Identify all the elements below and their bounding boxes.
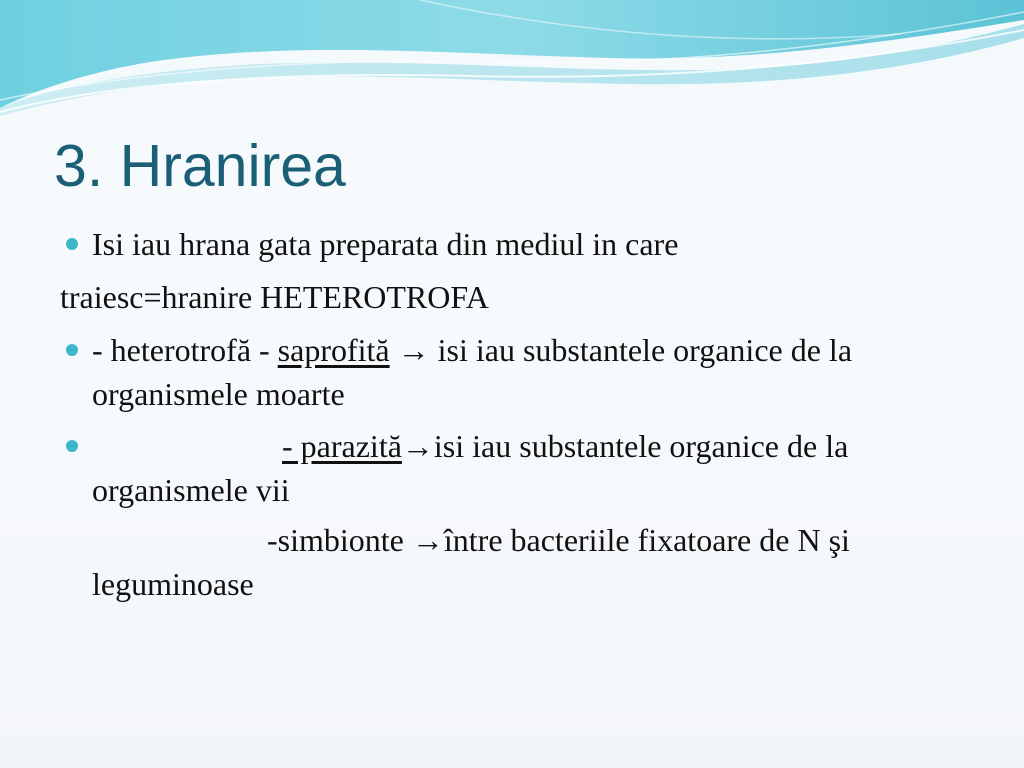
term-saprofita: saprofită [277,332,390,368]
bullet-icon [66,238,78,250]
slide-title: 3. Hranirea [54,133,346,199]
bullet-icon [66,440,78,452]
wave-band-main [0,0,1024,108]
paragraph-suffix: →isi iau substantele organice de la organismele vii [92,428,849,508]
list-item [60,222,960,266]
wave-decoration [0,0,1024,140]
indent-spacer [92,522,267,558]
list-item [60,424,960,512]
paragraph-text: Isi iau hrana gata preparata din mediul in care [92,226,679,262]
indent-spacer [92,428,282,464]
bullet-icon [66,344,78,356]
list-item-continuation [60,518,960,606]
term-parazita: - parazită [282,428,402,464]
paragraph-prefix: - heterotrofă - [92,332,278,368]
slide-content [60,222,960,606]
list-item [60,328,960,416]
paragraph-text: traiesc=hranire HETEROTROFA [60,279,489,315]
paragraph-suffix: → isi iau substantele organice de la organismele moarte [92,332,853,412]
paragraph-text: -simbionte →între bacteriile fixatoare de N şi leguminoase [92,522,850,602]
list-item-continuation [60,275,960,319]
